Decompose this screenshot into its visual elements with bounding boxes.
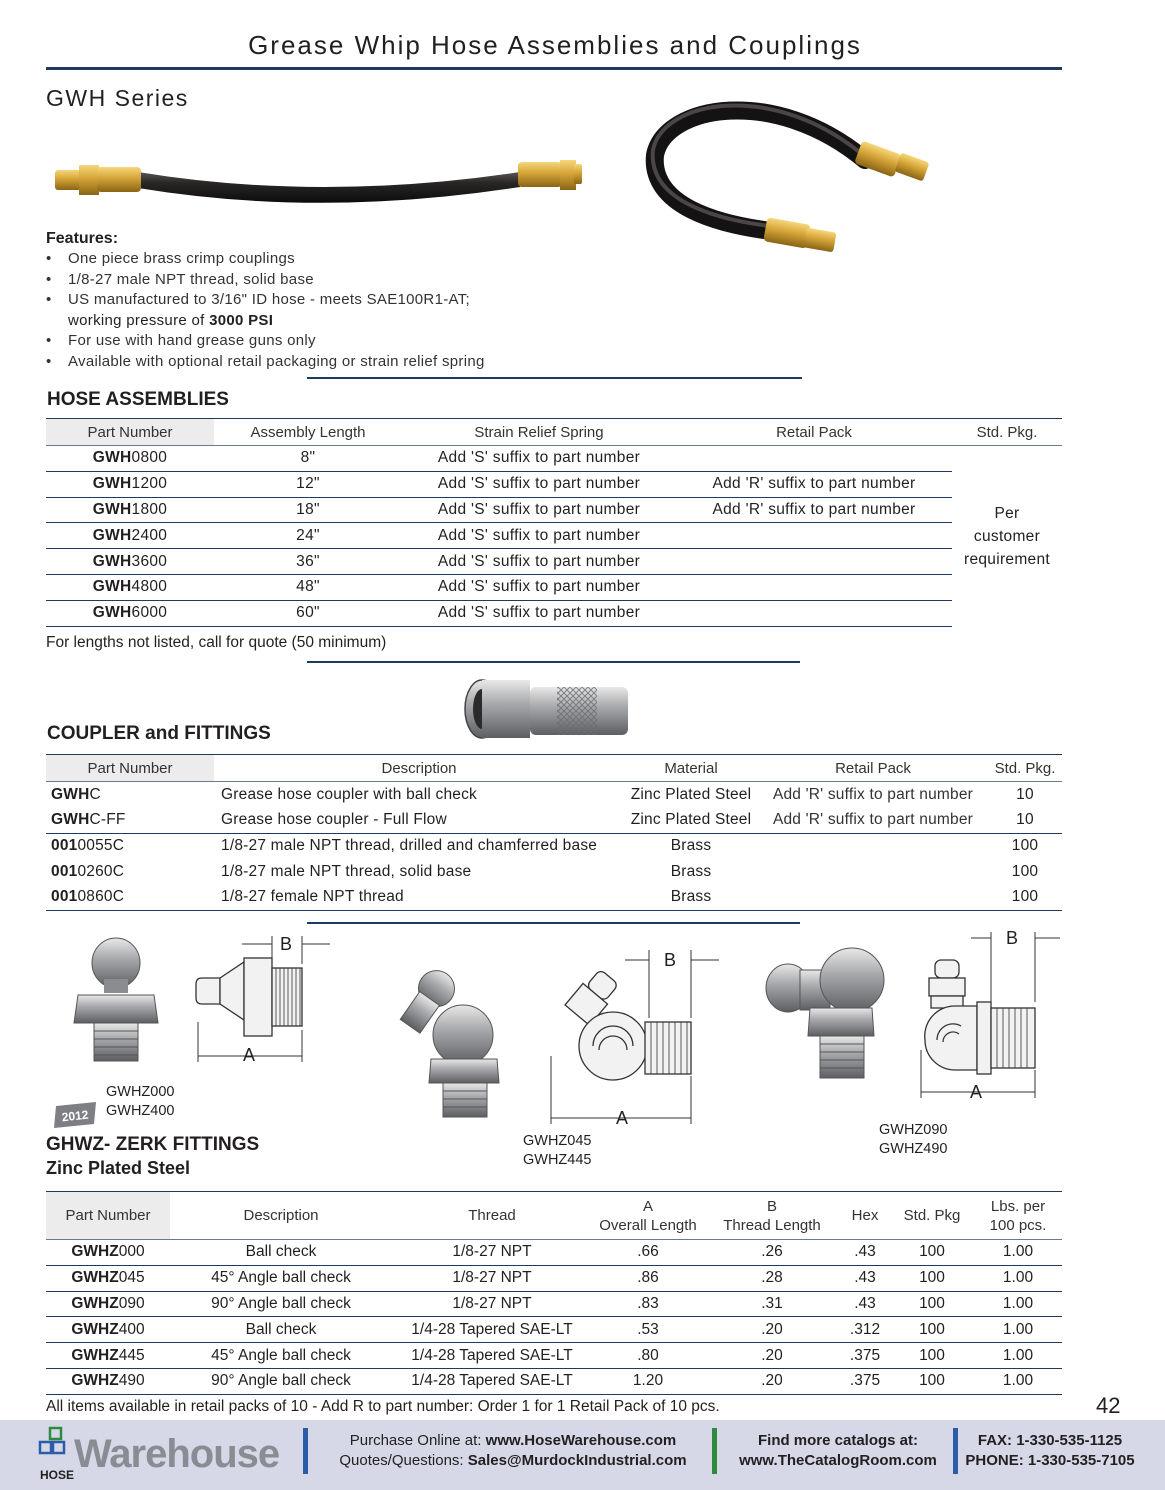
col-description: Description (170, 1192, 392, 1240)
table-row: GWH3600 36" Add 'S' suffix to part number (46, 549, 1062, 575)
page-title: Grease Whip Hose Assemblies and Couplings (248, 30, 862, 60)
col-strain-relief: Strain Relief Spring (402, 419, 676, 446)
std-pkg-note: Per customer requirement (963, 504, 1050, 568)
table-row: GWHZ445 45° Angle ball check 1/4-28 Tapered SAE-LT .80 .20 .375 100 1.00 (46, 1343, 1062, 1369)
footer-catalogs: Find more catalogs at: www.TheCatalogRoom.com (728, 1431, 948, 1471)
title-rule (46, 67, 1062, 70)
lengths-note: For lengths not listed, call for quote (50 minimum) (46, 634, 387, 651)
page-number: 42 (1096, 1393, 1121, 1418)
footer-purchase: Purchase Online at: www.HoseWarehouse.com Quotes/Questions: Sales@MurdockIndustrial.com (339, 1432, 687, 1469)
footer-separator (303, 1428, 308, 1474)
col-retail-pack: Retail Pack (758, 755, 988, 782)
table-row: GWHC Grease hose coupler with ball check Zinc Plated Steel Add 'R' suffix to part number 10 (51, 785, 1034, 803)
col-material: Material (624, 755, 758, 782)
year-badge (52, 1100, 98, 1130)
angle90-zerk-image (760, 940, 890, 1085)
table-row: GWH2400 24" Add 'S' suffix to part number (46, 523, 1062, 549)
dim-b-label-90: B (1006, 928, 1019, 948)
footer-separator (953, 1428, 958, 1474)
col-part-number: Part Number (46, 419, 214, 446)
footer-separator (712, 1428, 717, 1474)
series-title: GWH Series (46, 85, 189, 111)
col-thread-length: B Thread Length (704, 1192, 840, 1240)
feature-item: • 1/8-27 male NPT thread, solid base (46, 270, 314, 288)
feature-item: • For use with hand grease guns only (46, 332, 316, 349)
retail-note: All items available in retail packs of 10 - Add R to part number: Order 1 for 1 Retail Pack of 10 pcs. (46, 1398, 720, 1415)
angle45-zerk-drawing (545, 946, 725, 1126)
year-badge-text: 2012 (61, 1107, 90, 1125)
table-row: GWHZ490 90° Angle ball check 1/4-28 Tapered SAE-LT 1.20 .20 .375 100 1.00 (46, 1368, 1062, 1394)
feature-item: • US manufactured to 3/16" ID hose - meets SAE100R1-AT; working pressure of 3000 PSI (46, 291, 470, 329)
col-std-pkg: Std. Pkg. (952, 419, 1062, 446)
features-list (46, 249, 485, 372)
col-overall-length: A Overall Length (592, 1192, 704, 1240)
straight-zerk-drawing (190, 932, 338, 1066)
col-hex: Hex (840, 1192, 890, 1240)
purchase-link[interactable]: www.HoseWarehouse.com (485, 1432, 677, 1449)
table-row: GWHZ000 Ball check 1/8-27 NPT .66 .26 .43 100 1.00 (46, 1240, 1062, 1266)
table-header-row (46, 419, 1062, 446)
col-part-number: Part Number (46, 1192, 170, 1240)
table-row: GWHC-FF Grease hose coupler - Full Flow Zinc Plated Steel Add 'R' suffix to part number 10 (51, 810, 1034, 828)
angle45-zerk-image (385, 965, 505, 1120)
table-row: GWH0800 8" Add 'S' suffix to part number Per customer requirement (46, 446, 1062, 472)
table-row: GWHZ090 90° Angle ball check 1/8-27 NPT .83 .31 .43 100 1.00 (46, 1291, 1062, 1317)
logo-warehouse-text: Warehouse (74, 1432, 280, 1476)
coupler-fittings-title: COUPLER and FITTINGS (47, 723, 271, 744)
col-description: Description (214, 755, 624, 782)
table-row: GWH1800 18" Add 'S' suffix to part number Add 'R' suffix to part number (46, 497, 1062, 523)
table-row: GWH4800 48" Add 'S' suffix to part number (46, 574, 1062, 600)
feature-item: • One piece brass crimp couplings (46, 250, 295, 267)
table-header-row (46, 755, 1062, 782)
dim-b-label-45: B (664, 950, 677, 970)
footer-contact: FAX: 1-330-535-1125 PHONE: 1-330-535-7105 (965, 1432, 1135, 1469)
table-row: 0010260C 1/8-27 male NPT thread, solid base Brass 100 (51, 862, 1039, 880)
angle90-zerk-drawing (915, 930, 1065, 1100)
hose-assemblies-table (46, 418, 1062, 627)
angle90-zerk-label: GWHZ090 GWHZ490 (879, 1122, 948, 1157)
table-row: GWHZ400 Ball check 1/4-28 Tapered SAE-LT .53 .20 .312 100 1.00 (46, 1317, 1062, 1343)
table-row: GWH6000 60" Add 'S' suffix to part number (46, 600, 1062, 626)
table-row: 0010860C 1/8-27 female NPT thread Brass 100 (46, 885, 1062, 911)
col-std-pkg: Std. Pkg (890, 1192, 974, 1240)
looped-hose-image (645, 95, 935, 260)
zerk-fittings-title: GHWZ- ZERK FITTINGS (46, 1134, 260, 1155)
table-row: GWH1200 12" Add 'S' suffix to part number Add 'R' suffix to part number (46, 471, 1062, 497)
straight-zerk-image (70, 935, 162, 1065)
col-thread: Thread (392, 1192, 592, 1240)
pressure-value: 3000 PSI (209, 311, 274, 329)
dim-a-label: A (243, 1045, 256, 1065)
divider (307, 377, 802, 379)
col-retail-pack: Retail Pack (676, 419, 952, 446)
straight-zerk-label: GWHZ000 GWHZ400 (106, 1084, 175, 1119)
table-row: GWHZ045 45° Angle ball check 1/8-27 NPT .86 .28 .43 100 1.00 (46, 1265, 1062, 1291)
dim-a-label-45: A (616, 1108, 629, 1128)
coupler-image (462, 675, 634, 743)
feature-item: • Available with optional retail packaging or strain relief spring (46, 352, 485, 370)
divider (307, 661, 800, 663)
table-header-row (46, 1192, 1062, 1240)
catalogs-link[interactable]: www.TheCatalogRoom.com (739, 1452, 937, 1469)
col-std-pkg: Std. Pkg. (988, 755, 1062, 782)
table-row: 0010055C 1/8-27 male NPT thread, drilled and chamferred base Brass 100 (46, 833, 1062, 859)
hose-assemblies-title: HOSE ASSEMBLIES (47, 389, 229, 410)
footer (0, 1420, 1165, 1490)
col-part-number: Part Number (46, 755, 214, 782)
hose-warehouse-logo-icon (38, 1426, 74, 1466)
features-title: Features: (46, 230, 119, 247)
straight-hose-image (50, 150, 582, 208)
logo-hose-text: HOSE (40, 1468, 75, 1482)
col-lbs: Lbs. per 100 pcs. (974, 1192, 1062, 1240)
dim-b-label: B (280, 934, 293, 954)
dim-a-label-90: A (970, 1082, 983, 1102)
quotes-email-link[interactable]: Sales@MurdockIndustrial.com (467, 1452, 687, 1469)
angle45-zerk-label: GWHZ045 GWHZ445 (523, 1133, 592, 1168)
col-assembly-length: Assembly Length (214, 419, 402, 446)
zerk-fittings-subtitle: Zinc Plated Steel (46, 1158, 191, 1178)
zerk-fittings-table (46, 1191, 1062, 1395)
coupler-fittings-table (46, 754, 1062, 911)
divider (307, 922, 800, 924)
